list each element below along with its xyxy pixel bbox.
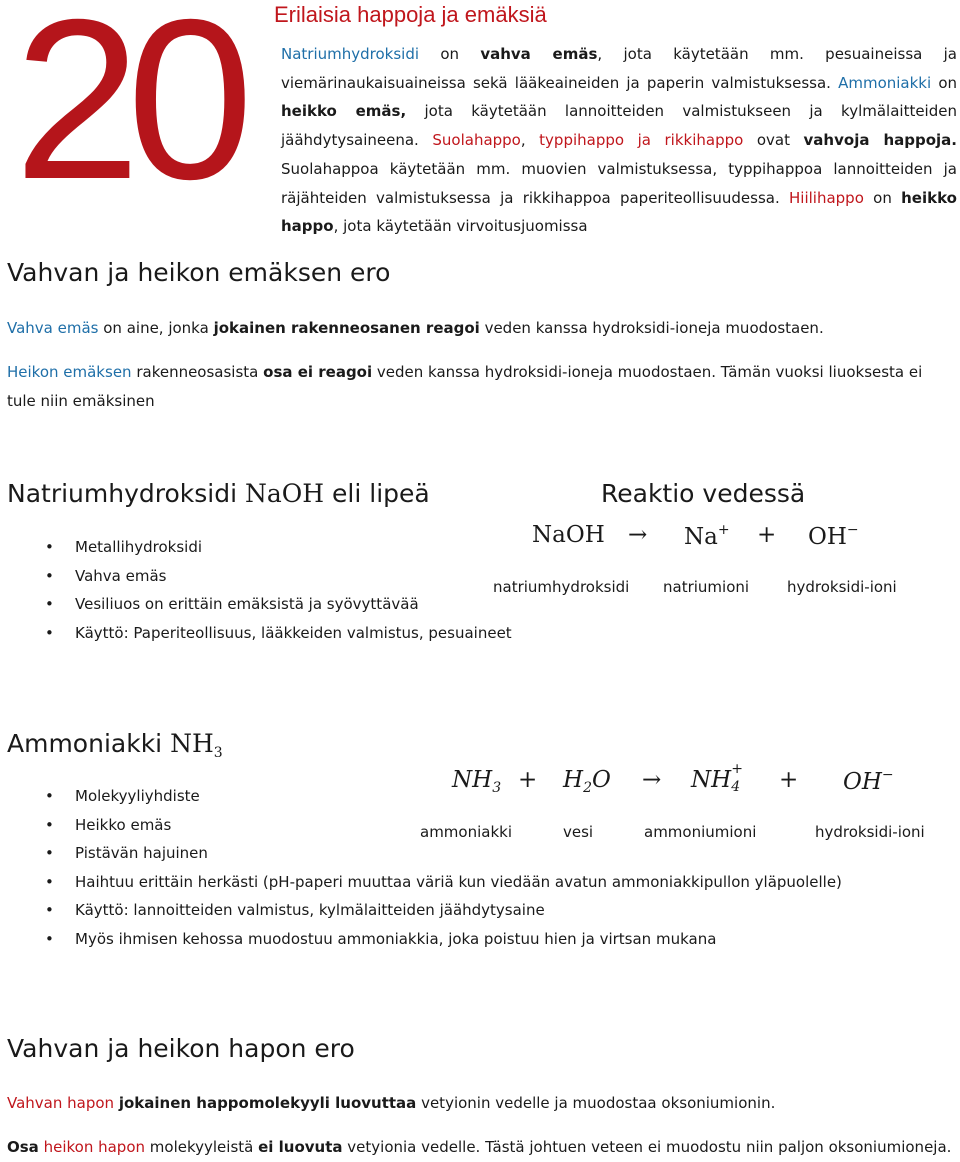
list-item: • Haihtuu erittäin herkästi (pH-paperi muuttaa väriä kun viedään avatun ammoniakkipullon yläpuolelle) bbox=[7, 868, 842, 897]
list-item: • Heikko emäs bbox=[7, 811, 842, 840]
charge: + bbox=[717, 522, 730, 538]
formula: NH bbox=[691, 767, 732, 793]
list-item: • Metallihydroksidi bbox=[7, 533, 512, 562]
formula: NaOH bbox=[245, 479, 325, 508]
chapter-title: Erilaisia happoja ja emäksiä bbox=[274, 2, 547, 27]
text: on aine, jonka bbox=[98, 319, 214, 337]
text: Ammoniakki bbox=[7, 729, 171, 758]
term-rikkihappo: rikkihappo bbox=[664, 131, 744, 150]
term-vahvoja-happoja: vahvoja happoja. bbox=[803, 131, 957, 150]
text: , jota käytetään virvoitusjuomissa bbox=[333, 217, 588, 236]
list-item: • Vahva emäs bbox=[7, 562, 512, 591]
base-diff-heading: Vahvan ja heikon emäksen ero bbox=[7, 258, 391, 287]
term-heikko-emas: heikko emäs, bbox=[281, 102, 407, 121]
label-ammoniakki: ammoniakki bbox=[420, 823, 512, 841]
nh3-heading bbox=[7, 729, 223, 761]
subscript: 3 bbox=[213, 745, 223, 761]
subscript: 3 bbox=[492, 780, 502, 796]
sodium-ion bbox=[684, 522, 730, 550]
text: veden kanssa hydroksidi-ioneja muodostaen. bbox=[479, 319, 824, 337]
text: rakenneosasista bbox=[131, 363, 264, 381]
chapter-number: 20 bbox=[14, 0, 240, 227]
reaction-arrow: → bbox=[628, 522, 648, 548]
formula: H bbox=[563, 767, 584, 793]
label-natriumioni: natriumioni bbox=[663, 578, 750, 596]
plus-sign: + bbox=[757, 522, 777, 548]
text: veden kanssa hydroksidi-ioneja muodostaen. Tämän vuoksi liuoksesta ei tule niin emäksinen bbox=[7, 363, 923, 410]
emphasis: jokainen happomolekyyli luovuttaa bbox=[118, 1094, 417, 1112]
list-item: • Käyttö: lannoitteiden valmistus, kylmälaitteiden jäähdytysaine bbox=[7, 896, 842, 925]
term-ammoniakki: Ammoniakki bbox=[838, 73, 932, 92]
plus-sign: + bbox=[779, 767, 799, 793]
intro-paragraph bbox=[281, 40, 957, 241]
term-heikon-emaksen: Heikon emäksen bbox=[7, 363, 132, 381]
subscript: 2 bbox=[583, 780, 592, 796]
list-item: • Pistävän hajuinen bbox=[7, 839, 842, 868]
text: eli lipeä bbox=[324, 479, 430, 508]
emphasis: Osa bbox=[7, 1138, 39, 1156]
formula: NH bbox=[452, 767, 493, 793]
base-diff-p1 bbox=[7, 314, 952, 343]
text: on bbox=[419, 45, 481, 63]
term-natriumhydroksidi: Natriumhydroksidi bbox=[281, 45, 420, 63]
text: Natriumhydroksidi bbox=[7, 479, 245, 508]
text: ja bbox=[624, 131, 665, 150]
text: , bbox=[520, 131, 540, 150]
naoh-heading bbox=[7, 479, 430, 508]
nh3-bullet-list bbox=[7, 782, 842, 954]
formula: OH bbox=[808, 524, 847, 550]
subscript: 4 bbox=[731, 779, 741, 795]
term-vahvan-hapon: Vahvan hapon bbox=[7, 1094, 115, 1112]
text: on bbox=[931, 73, 957, 92]
text: vetyionin vedelle ja muodostaa oksoniumionin. bbox=[416, 1094, 776, 1112]
reaction-heading: Reaktio vedessä bbox=[601, 479, 806, 508]
acid-diff-heading: Vahvan ja heikon hapon ero bbox=[7, 1034, 355, 1063]
reaction-arrow: → bbox=[642, 767, 662, 793]
naoh-bullet-list bbox=[7, 533, 512, 647]
hydroxide-ion bbox=[808, 522, 859, 550]
list-item: • Vesiliuos on erittäin emäksistä ja syövyttävää bbox=[7, 590, 512, 619]
ammonia-reactant bbox=[452, 767, 501, 796]
script-stack bbox=[731, 761, 745, 795]
list-item: • Käyttö: Paperiteollisuus, lääkkeiden valmistus, pesuaineet bbox=[7, 619, 512, 648]
text: vetyionia vedelle. Tästä johtuen veteen ei muodostu niin paljon oksoniumioneja. bbox=[342, 1138, 952, 1156]
plus-sign: + bbox=[518, 767, 538, 793]
term-heikko-happo: heikko happo bbox=[281, 188, 957, 236]
text: Suolahappoa käytetään mm. muovien valmistuksessa, typpihappoa lannoitteiden ja räjähteiden valmistuksessa ja rikkihappoa paperiteollisuudessa. bbox=[281, 159, 957, 207]
formula: NH bbox=[170, 729, 214, 758]
formula: Na bbox=[684, 524, 718, 550]
term-heikon-hapon: heikon hapon bbox=[43, 1138, 146, 1156]
acid-diff-p2 bbox=[7, 1133, 952, 1162]
term-vahva-emas: vahva emäs bbox=[480, 45, 598, 63]
text: ovat bbox=[743, 131, 804, 150]
water-reactant bbox=[563, 767, 611, 796]
hydroxide-ion bbox=[843, 767, 894, 795]
emphasis: ei luovuta bbox=[258, 1138, 343, 1156]
emphasis: osa ei reagoi bbox=[263, 363, 373, 381]
label-ammoniumioni: ammoniumioni bbox=[644, 823, 757, 841]
label-hydroksidi-ioni: hydroksidi-ioni bbox=[815, 823, 925, 841]
acid-diff-p1 bbox=[7, 1089, 952, 1118]
label-hydroksidi-ioni: hydroksidi-ioni bbox=[787, 578, 897, 596]
charge: − bbox=[846, 522, 859, 538]
label-natriumhydroksidi: natriumhydroksidi bbox=[493, 578, 630, 596]
text: molekyyleistä bbox=[145, 1138, 259, 1156]
base-diff-p2 bbox=[7, 358, 952, 415]
term-suolahappo: Suolahappo bbox=[432, 131, 521, 150]
text: , jota käytetään mm. pesuaineissa ja viemärinaukaisuaineissa sekä lääkeaineiden ja paperin valmistuksessa. bbox=[281, 45, 957, 92]
label-vesi: vesi bbox=[563, 823, 594, 841]
formula: O bbox=[591, 767, 611, 793]
text: jota käytetään lannoitteiden valmistukseen ja kylmälaitteiden jäähdytysaineena. bbox=[281, 102, 957, 150]
term-typpihappo: typpihappo bbox=[539, 131, 625, 150]
charge: + bbox=[731, 761, 743, 777]
ammonium-ion bbox=[691, 761, 745, 795]
list-item: • Myös ihmisen kehossa muodostuu ammoniakkia, joka poistuu hien ja virtsan mukana bbox=[7, 925, 842, 954]
charge: − bbox=[881, 767, 894, 783]
term-hiilihappo: Hiilihappo bbox=[789, 188, 864, 207]
list-item: • Molekyyliyhdiste bbox=[7, 782, 842, 811]
emphasis: jokainen rakenneosanen reagoi bbox=[213, 319, 480, 337]
text: on bbox=[863, 188, 902, 207]
term-vahva-emas: Vahva emäs bbox=[7, 319, 99, 337]
naoh-reactant: NaOH bbox=[532, 522, 605, 548]
formula: OH bbox=[843, 769, 882, 795]
